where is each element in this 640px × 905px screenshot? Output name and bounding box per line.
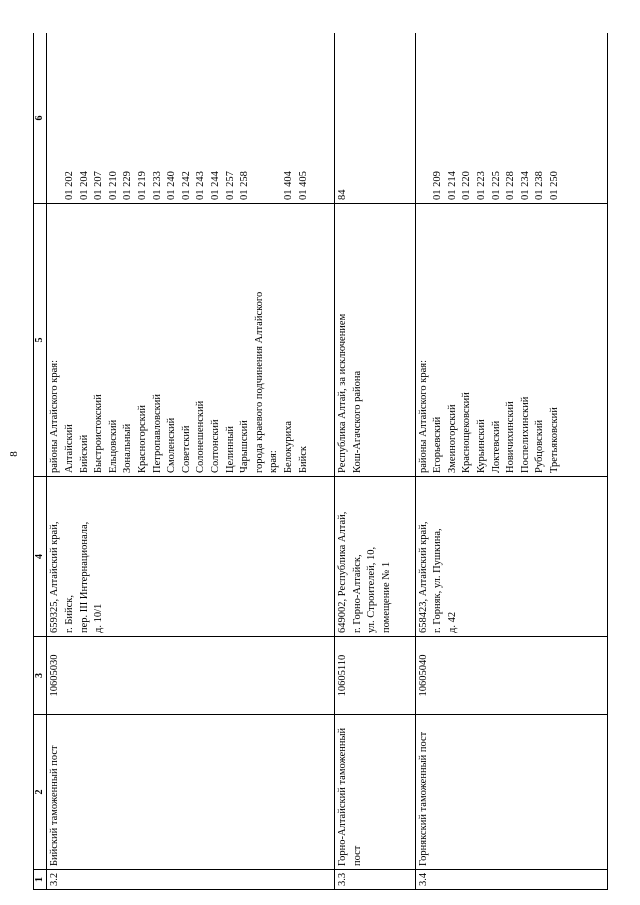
service-regions: Республика Алтай, за исключением Кош-Агачского района xyxy=(334,204,415,477)
post-code: 10605030 xyxy=(47,637,335,715)
row-number: 3.3 xyxy=(334,870,415,890)
header-col-3: 3 xyxy=(34,637,47,715)
header-col-6: 6 xyxy=(34,33,47,204)
service-regions: районы Алтайского края: Егорьевский Змеиногорский Краснощековский Курьинский Локтевский Новичихинский Поспелихинский Рубцовский Третьяковский xyxy=(415,204,607,477)
row-number: 3.2 xyxy=(47,870,335,890)
rotated-sheet xyxy=(33,33,608,890)
okato-codes: 01 209 01 214 01 220 01 223 01 225 01 228 01 234 01 238 01 250 xyxy=(415,33,607,204)
header-col-2: 2 xyxy=(34,715,47,870)
post-name: Бийский таможенный пост xyxy=(47,715,335,870)
post-address: 649002, Республика Алтай, г. Горно-Алтайск, ул. Строителей, 10, помещение № 1 xyxy=(334,477,415,637)
post-code: 10605110 xyxy=(334,637,415,715)
header-col-1: 1 xyxy=(34,870,47,890)
post-address: 658423, Алтайский край, г. Горняк, ул. Пушкина, д. 42 xyxy=(415,477,607,637)
table-row xyxy=(415,33,607,890)
service-regions: районы Алтайского края: Алтайский Бийский Быстроистокский Ельцовский Зональный Красногорский Петропавловский Смоленский Советский Солонешенский Солтонский Целинный Чарышский города краевого подчинения Алтайского края: Белокуриха Бийск xyxy=(47,204,335,477)
post-address: 659325, Алтайский край, г. Бийск, пер. III Интернационала, д. 10/1 xyxy=(47,477,335,637)
page-number: 8 xyxy=(8,451,20,457)
post-code: 10605040 xyxy=(415,637,607,715)
post-name: Горнякский таможенный пост xyxy=(415,715,607,870)
rotated-table-wrapper xyxy=(33,33,608,890)
header-col-4: 4 xyxy=(34,477,47,637)
table-row xyxy=(334,33,415,890)
row-number: 3.4 xyxy=(415,870,607,890)
okato-codes: 01 202 01 204 01 207 01 210 01 229 01 219 01 233 01 240 01 242 01 243 01 244 01 257 01 258 01 404 01 405 xyxy=(47,33,335,204)
post-name: Горно-Алтайский таможенный пост xyxy=(334,715,415,870)
customs-posts-table xyxy=(33,33,608,890)
table-row xyxy=(47,33,335,890)
okato-codes: 84 xyxy=(334,33,415,204)
header-col-5: 5 xyxy=(34,204,47,477)
header-row xyxy=(34,33,47,890)
